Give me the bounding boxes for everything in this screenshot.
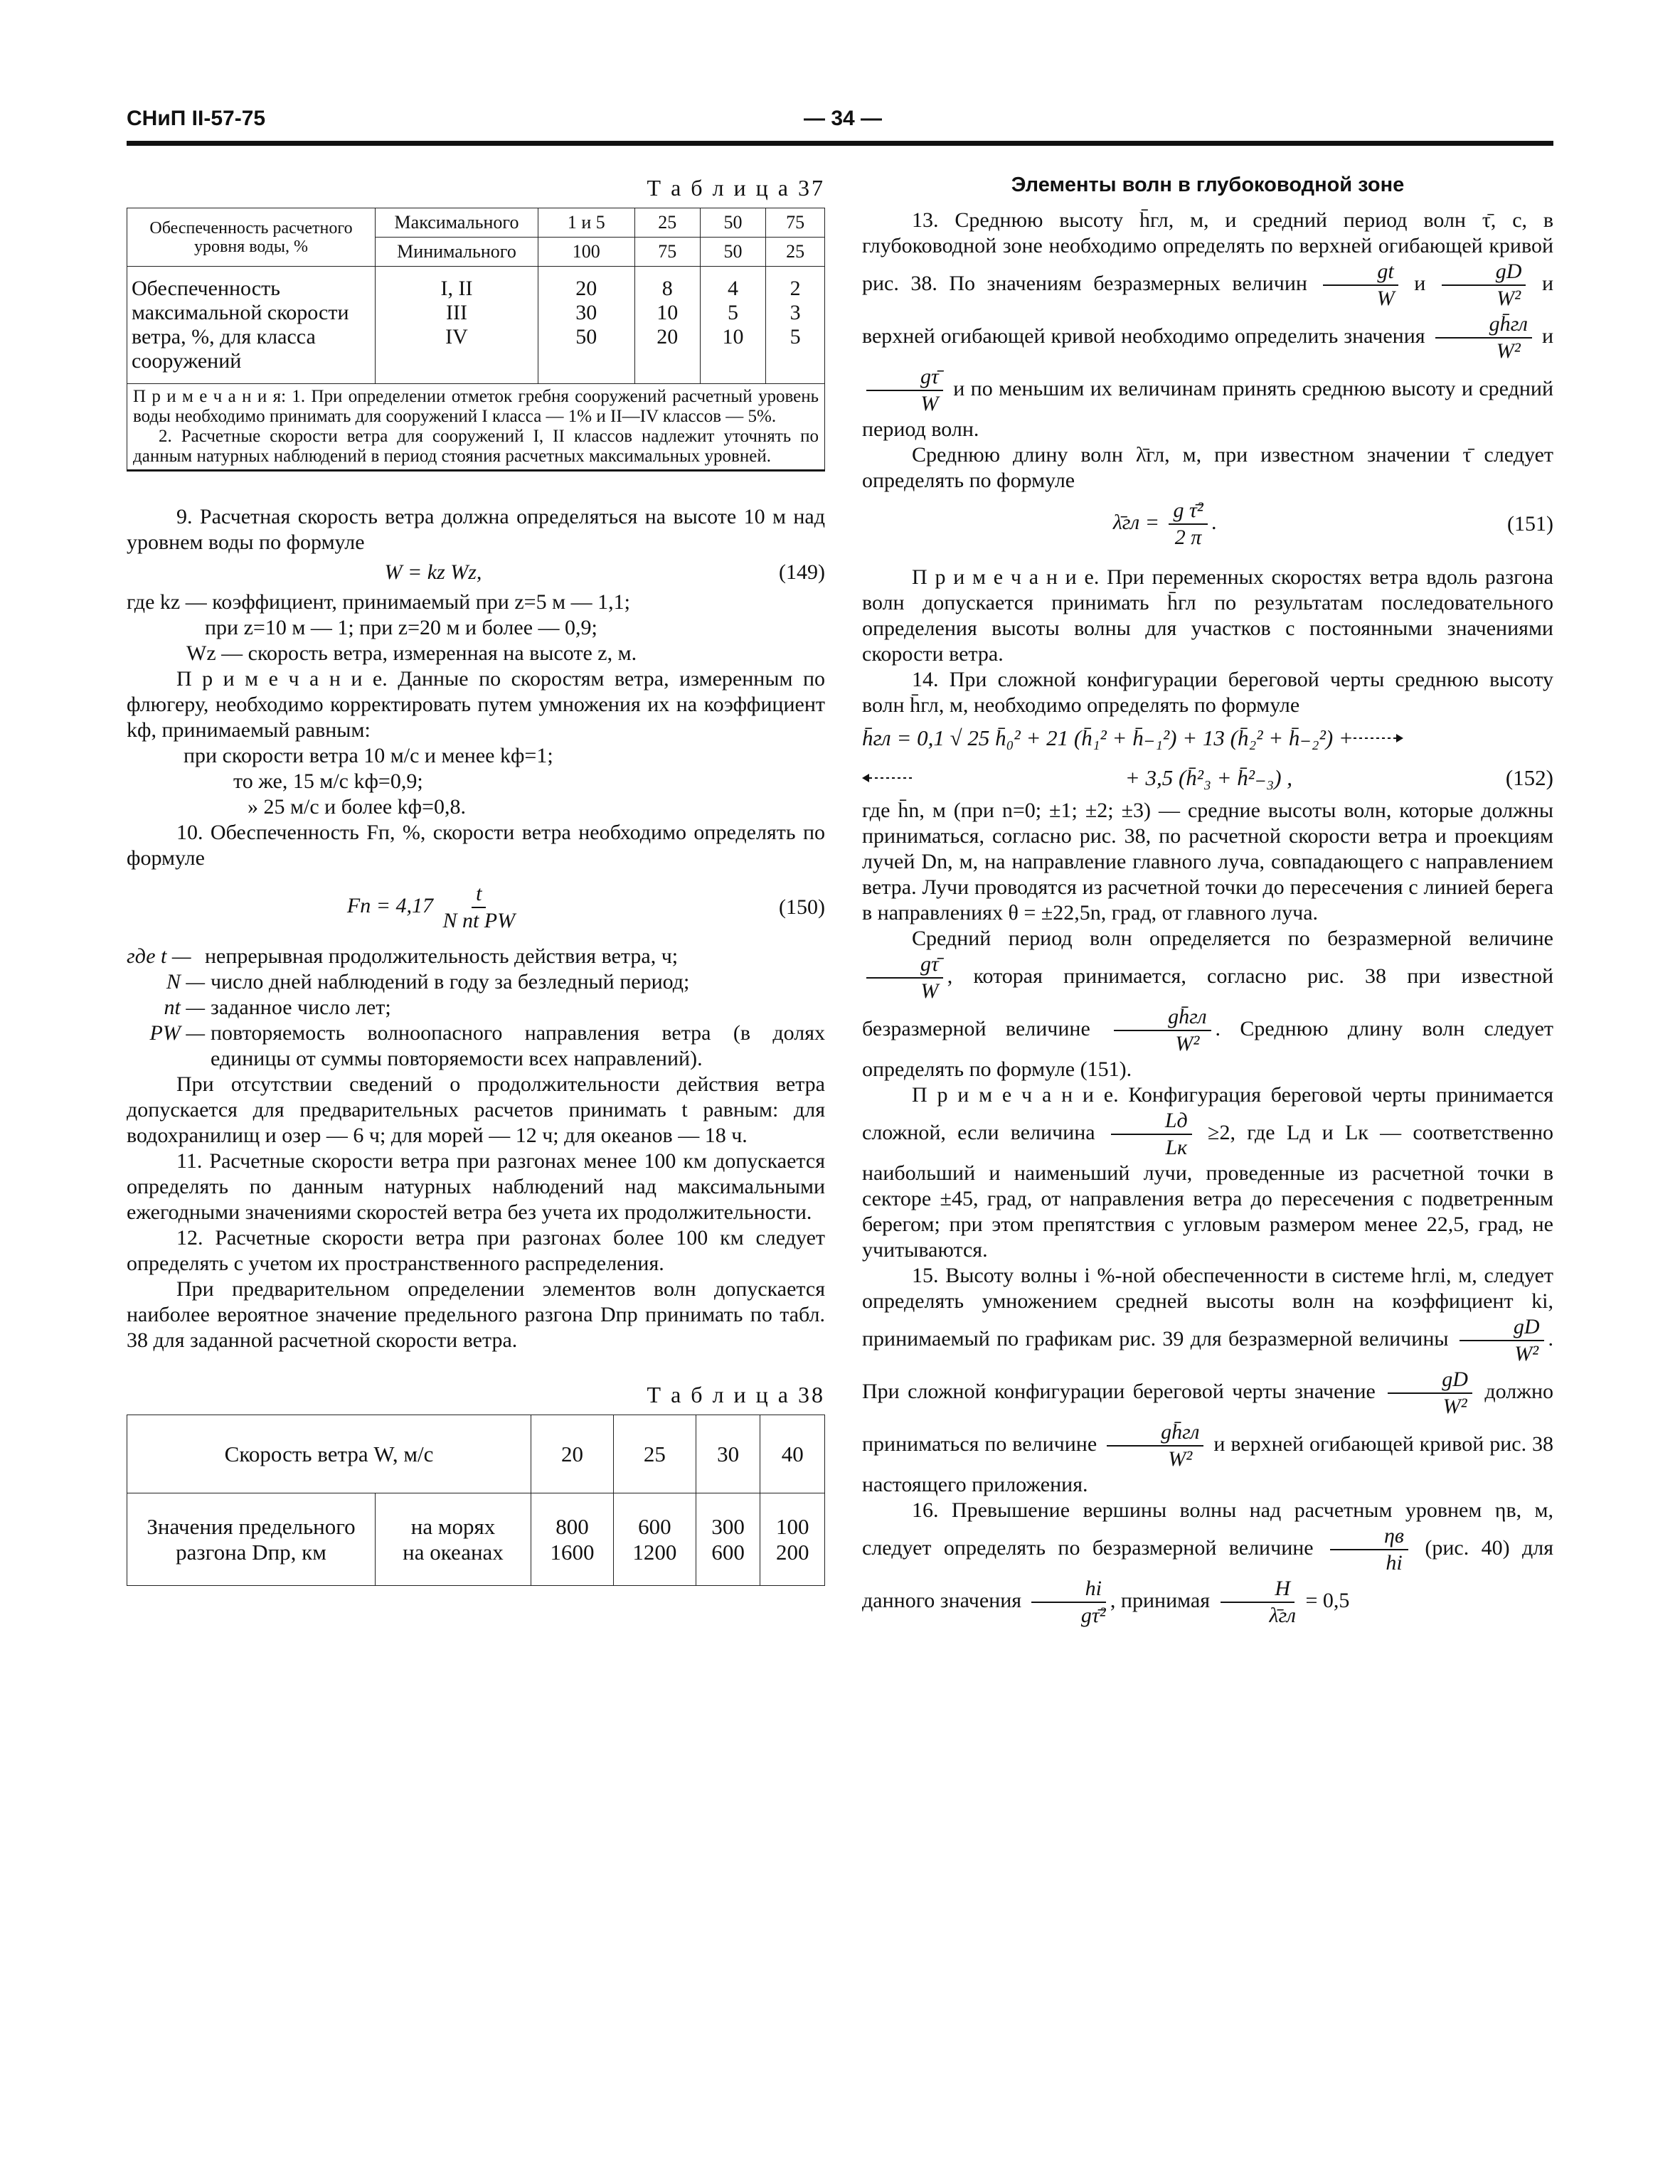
t37-col: 2 3 5 bbox=[766, 267, 825, 384]
t38-col: 300 600 bbox=[696, 1493, 760, 1586]
definition: N — число дней наблюдений в году за безледный период; bbox=[166, 970, 690, 994]
para-preliminary: При предварительном определении элементов волн допускается наиболее вероятное значение предельного разгона Dпр принимать по табл. 38 для заданной расчетной скорости ветра. bbox=[127, 1277, 825, 1352]
formula-152-number: (152) bbox=[1505, 765, 1553, 790]
t37-note-1: П р и м е ч а н и я: 1. При определении отметок гребня сооружений расчетный уровень воды необходимо принимать для сооружений I класса — 1% и II—IV классов — 5%. bbox=[133, 387, 819, 426]
t38-speed: 25 bbox=[613, 1415, 696, 1493]
t38-col: 600 1200 bbox=[613, 1493, 696, 1586]
def-kz: где kz — коэффициент, принимаемый при z=5 м — 1,1; bbox=[127, 590, 630, 614]
t37-note-2: 2. Расчетные скорости ветра для сооружений I, II классов надлежит уточнять по данным натурных наблюдений в период стояния расчетных максимальных уровней. bbox=[133, 427, 819, 466]
para-11: 11. Расчетные скорости ветра при разгонах менее 100 км допускается определять по данным натурных наблюдений над максимальными ежегодными значениями скоростей ветра без учета их продолжительности. bbox=[127, 1149, 825, 1224]
t37-body-label: Обеспеченность максимальной скорости ветра, %, для класса сооружений bbox=[127, 267, 376, 384]
t38-row-label: Значения предельного разгона Dпр, км bbox=[127, 1493, 376, 1586]
t38-col: 800 1600 bbox=[531, 1493, 614, 1586]
formula-152-line-2: + 3,5 (h̄²₃ + h̄²₋₃) , (152) bbox=[862, 765, 1553, 791]
def-kz-2: при z=10 м — 1; при z=20 м и более — 0,9; bbox=[205, 616, 597, 639]
continuation-arrow-icon bbox=[862, 771, 912, 785]
t37-min-cell: 25 bbox=[766, 238, 825, 267]
t37-classes bbox=[376, 267, 538, 384]
kf-line-2: то же, 15 м/с kф=0,9; bbox=[233, 769, 423, 793]
formula-150 bbox=[127, 881, 825, 934]
t37-min-cell: 75 bbox=[634, 238, 700, 267]
t38-speed: 30 bbox=[696, 1415, 760, 1493]
para-period: Средний период волн определяется по безразмерной величине $\frac{g\taū}{W}$ , которая принимается, согласно рис. 38 при известной безразмерной величине $\frac{gh̄гл}{\text{W²}}$ . Среднюю длину волн следует определять по формуле (151). bbox=[862, 927, 1554, 1081]
table-38 bbox=[127, 1415, 825, 1586]
formula-149-number: (149) bbox=[779, 560, 825, 584]
def-wz: Wz — скорость ветра, измеренная на высоте z, м. bbox=[186, 641, 637, 665]
formula-150-number: (150) bbox=[779, 895, 825, 919]
t38-speed: 20 bbox=[531, 1415, 614, 1493]
table38-caption: Т а б л и ц а 38 bbox=[647, 1382, 825, 1407]
formula-149-body: W = kz Wz, bbox=[384, 560, 482, 584]
t37-row-max: Максимального bbox=[376, 208, 538, 238]
formula-150-fraction: $\frac{t}{\text{N nt PW}}$ bbox=[442, 882, 516, 932]
formula-150-definitions bbox=[127, 944, 825, 1072]
para-9: 9. Расчетная скорость ветра должна определяться на высоте 10 м над уровнем воды по формуле bbox=[127, 505, 825, 554]
para-14-definition: где h̄n, м (при n=0; ±1; ±2; ±3) — средние высоты волн, которые должны приниматься, согласно рис. 38, по расчетной скорости ветра и проекциям лучей Dn, м, на направление главного луча, совпадающего с направлением ветра. Лучи проводятся из расчетной точки до пересечения с линией берега в направлениях θ = ±22,5n, град, от главного луча. bbox=[862, 799, 1553, 925]
t37-max-cell: 75 bbox=[766, 208, 825, 238]
t37-col: 20 30 50 bbox=[538, 267, 635, 384]
t37-row-min: Минимального bbox=[376, 238, 538, 267]
formula-149 bbox=[127, 560, 825, 585]
para-length: Среднюю длину волн λ̄гл, м, при известном значении τ̄ следует определять по формуле bbox=[862, 443, 1553, 492]
t37-head-label: Обеспеченность расчетного уровня воды, % bbox=[127, 208, 376, 267]
t37-max-cell: 25 bbox=[634, 208, 700, 238]
note-14: П р и м е ч а н и е. Конфигурация береговой черты принимается сложной, если величина $\frac{Lд}{Lк}$ ≥2, где Lд и Lк — соответственно наибольший и наименьший лучи, проведенные из расчетной точки в секторе ±45, град, от направления ветра до пересечения с подветренным берегом; при этом препятствия с угловым размером менее 22,5, град, не учитываются. bbox=[862, 1083, 1554, 1262]
note-9: П р и м е ч а н и е. Данные по скоростям ветра, измеренным по флюгеру, необходимо корректировать путем умножения их на коэффициент kф, принимаемый равным: bbox=[127, 667, 825, 742]
para-13: 13. Среднюю высоту h̄гл, м, и средний период волн τ̄, с, в глубоководной зоне необходимо определять по верхней огибающей кривой рис. 38. По значениям безразмерных величин $\frac{gt}{W}$ и $\frac{gD}{\text{W²}}$ и верхней огибающей кривой необходимо определить значения $\frac{gh̄гл}{\text{W²}}$ и $\frac{g\taū}{W}$ и по меньшим их величинам принять среднюю высоту и средний период волн. bbox=[862, 208, 1554, 441]
kf-line-1: при скорости ветра 10 м/с и менее kф=1; bbox=[184, 744, 553, 767]
kf-line-3: » 25 м/с и более kф=0,8. bbox=[248, 795, 467, 819]
t37-min-cell: 100 bbox=[538, 238, 635, 267]
formula-150-body: Fп = 4,17 $\frac{t}{\text{N nt PW}}$ bbox=[346, 882, 516, 932]
t37-max-cell: 50 bbox=[700, 208, 765, 238]
formula-151-number: (151) bbox=[1507, 512, 1553, 536]
t37-class: IV bbox=[445, 325, 468, 348]
definition: PW — повторяемость волноопасного направления ветра (в долях единицы от суммы повторяемости всех направлений). bbox=[149, 1021, 825, 1070]
definition: nt — заданное число лет; bbox=[164, 996, 391, 1019]
para-10: 10. Обеспеченность Fп, %, скорости ветра необходимо определять по формуле bbox=[127, 821, 825, 870]
note-13: П р и м е ч а н и е. При переменных скоростях ветра вдоль разгона волн допускается принимать h̄гл по результатам последовательного определения высоты волны для участков с постоянными значениями скорости ветра. bbox=[862, 565, 1553, 666]
t37-class: III bbox=[446, 301, 467, 324]
t37-class: I, II bbox=[440, 277, 473, 300]
t38-sea-types: на морях на океанах bbox=[376, 1493, 531, 1586]
para-15: 15. Высоту волны i %-ной обеспеченности в системе hглi, м, следует определять умножением средней высоты волн на коэффициент ki, принимаемый по графикам рис. 39 для безразмерной величины $\frac{gD}{\text{W²}}$ . При сложной конфигурации береговой черты значение $\frac{gD}{\text{W²}}$ должно приниматься по величине $\frac{gh̄гл}{\text{W²}}$ и верхней огибающей кривой рис. 38 настоящего приложения. bbox=[862, 1264, 1554, 1496]
formula-152-line-1: h̄гл = 0,1 √ 25 h̄₀² + 21 (h̄₁² + h̄₋₁²) + 13 (h̄₂² + h̄₋₂²) + bbox=[862, 725, 1553, 751]
para-14: 14. При сложной конфигурации береговой черты среднюю высоту волн h̄гл, м, необходимо определять по формуле bbox=[862, 668, 1553, 717]
t38-speed: 40 bbox=[760, 1415, 825, 1493]
table37-caption: Т а б л и ц а 37 bbox=[647, 175, 825, 201]
document-code: СНиП II-57-75 bbox=[127, 107, 266, 130]
section-heading: Элементы волн в глубоководной зоне bbox=[1011, 174, 1405, 196]
definition: где t — непрерывная продолжительность действия ветра, ч; bbox=[127, 944, 679, 968]
t37-col: 8 10 20 bbox=[634, 267, 700, 384]
para-16: 16. Превышение вершины волны над расчетным уровнем ηв, м, следует определять по безразмерной величине $\frac{\eta в}{hi}$ (рис. 40) для данного значения $\frac{hi}{\text{gτ̄²}}$ , принимая $\frac{H}{\lambdāгл}$ = 0,5 bbox=[862, 1498, 1553, 1627]
t38-col: 100 200 bbox=[760, 1493, 825, 1586]
para-absence: При отсутствии сведений о продолжительности действия ветра допускается для предварительных расчетов принимать t равным: для водохранилищ и озер — 6 ч; для морей — 12 ч; для океанов — 18 ч. bbox=[127, 1072, 825, 1147]
formula-151 bbox=[862, 498, 1553, 550]
page-number: — 34 — bbox=[804, 107, 883, 130]
formula-151-body: λ̄гл = $\frac{\text{g τ̄²}}{2 \pi}$ . bbox=[1112, 499, 1218, 549]
right-column bbox=[862, 171, 1553, 1629]
formula-152 bbox=[862, 725, 1553, 791]
t38-speed-label: Скорость ветра W, м/с bbox=[127, 1415, 531, 1493]
t37-min-cell: 50 bbox=[700, 238, 765, 267]
continuation-arrow-icon bbox=[1354, 731, 1403, 745]
t37-notes bbox=[127, 384, 825, 471]
para-12: 12. Расчетные скорости ветра при разгонах более 100 км следует определять с учетом их пространственного распределения. bbox=[127, 1226, 825, 1275]
left-column bbox=[127, 171, 825, 1586]
t37-col: 4 5 10 bbox=[700, 267, 765, 384]
table-37 bbox=[127, 208, 825, 472]
t37-max-cell: 1 и 5 bbox=[538, 208, 635, 238]
header-rule bbox=[127, 141, 1553, 146]
